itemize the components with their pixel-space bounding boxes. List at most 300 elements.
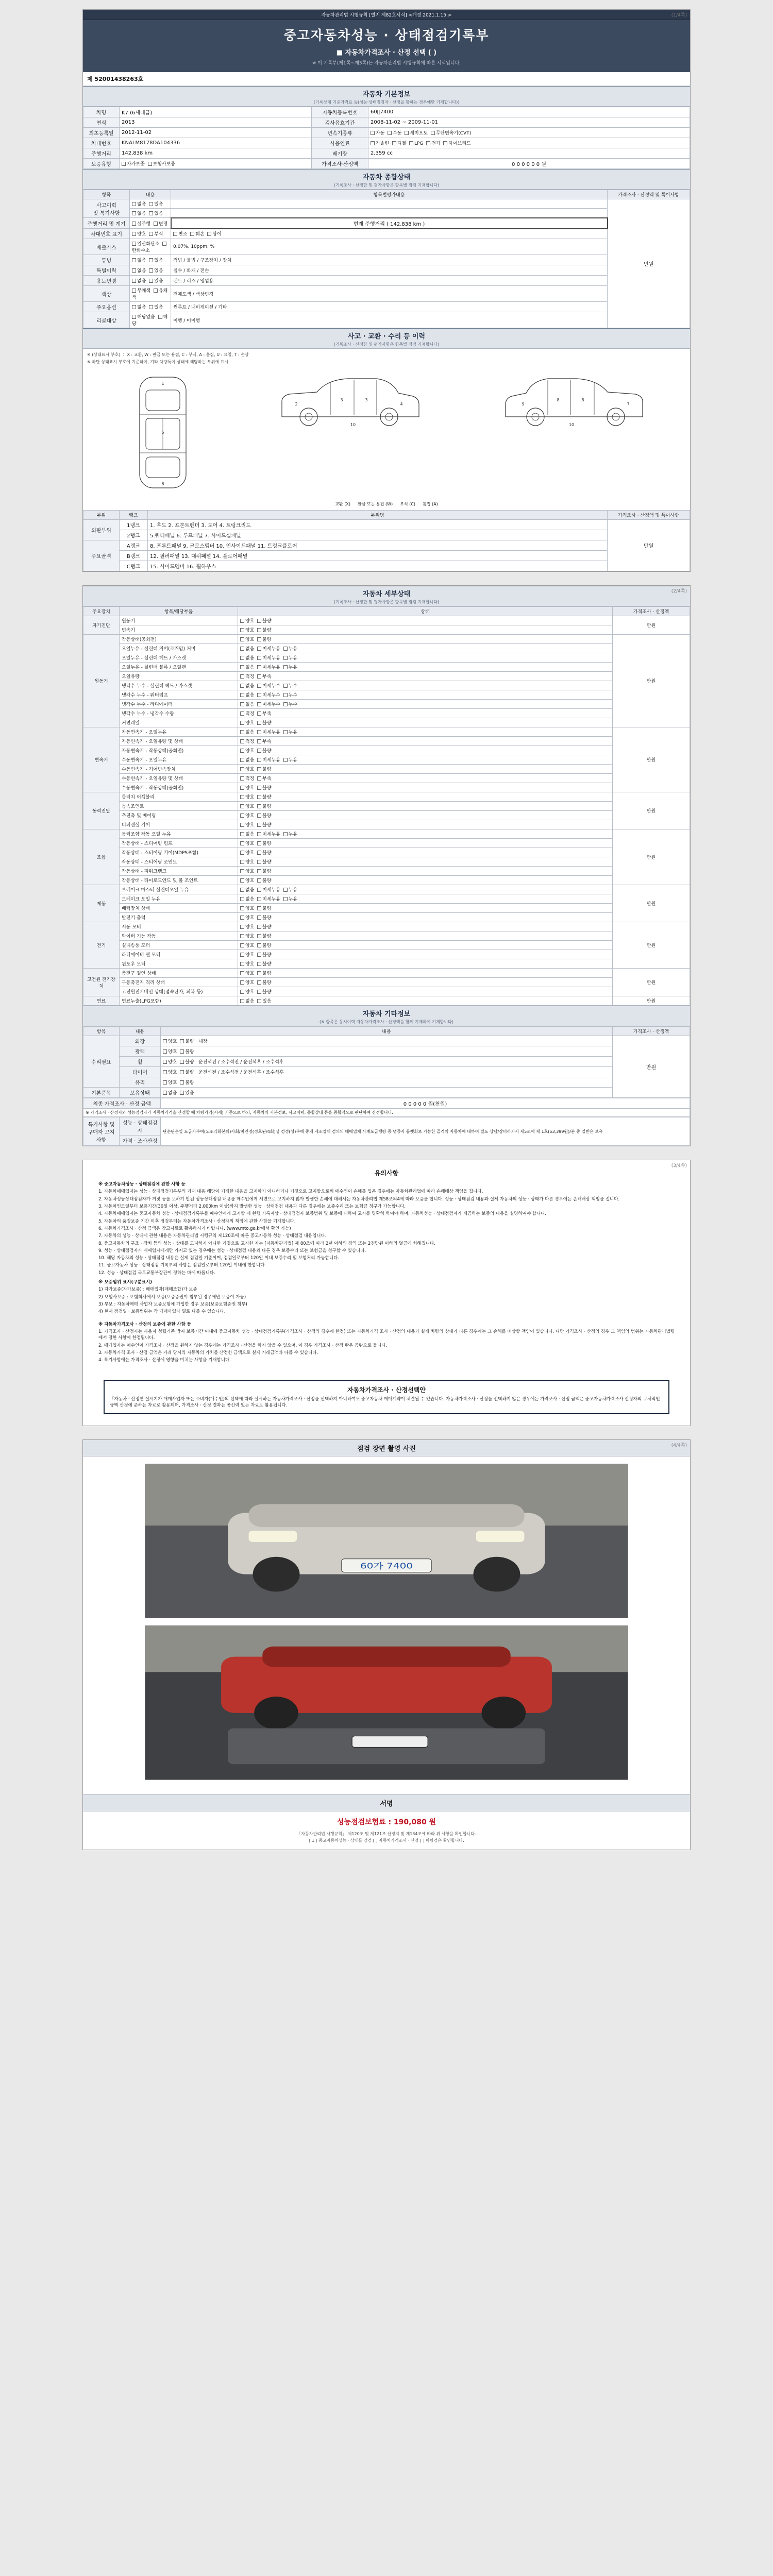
diagram-note-2: ※ 하단 상태표시 부호에 기준하여, 기타 차량특이 상태에 해당하는 부위에 표시 xyxy=(87,360,229,364)
detail-item-options[interactable] xyxy=(238,913,613,922)
checkbox-0[interactable] xyxy=(240,767,244,771)
detail-item-name: 추진축 및 베어링 xyxy=(120,811,238,820)
detail-item-options[interactable] xyxy=(238,709,613,718)
checkbox-none[interactable] xyxy=(132,279,136,283)
detail-item-options[interactable] xyxy=(238,727,613,737)
checkbox-1[interactable] xyxy=(257,878,261,883)
detail-item-options[interactable] xyxy=(238,755,613,765)
page-tag-4: (4/4쪽) xyxy=(671,1443,687,1448)
checkbox-2[interactable] xyxy=(283,758,288,762)
checkbox-label: 있음 xyxy=(185,1091,197,1096)
checkbox-2[interactable] xyxy=(283,665,288,669)
detail-group-3: 동력전달 xyxy=(83,792,120,829)
svg-text:6: 6 xyxy=(161,482,164,486)
checkbox-self-warranty[interactable] xyxy=(122,162,126,166)
table-row xyxy=(83,894,690,904)
detail-item-options[interactable] xyxy=(238,996,613,1006)
etc-item-name: 보유상태 xyxy=(120,1088,161,1098)
checkbox-1[interactable] xyxy=(257,637,261,641)
frame-col-part: 부위 xyxy=(83,511,120,520)
detail-item-options[interactable] xyxy=(238,839,613,848)
checkbox-1[interactable] xyxy=(257,739,261,743)
checkbox-0[interactable] xyxy=(240,804,244,808)
checkbox-1[interactable] xyxy=(257,990,261,994)
checkbox-1[interactable] xyxy=(257,999,261,1003)
overall-opt-1a[interactable]: 없음 있음 xyxy=(130,209,171,218)
checkbox-1[interactable] xyxy=(257,916,261,920)
checkbox-0[interactable] xyxy=(240,823,244,827)
transmission-options[interactable]: 자동 수동 세미오토 무단변속기(CVT) xyxy=(368,128,690,138)
checkbox-0[interactable] xyxy=(240,916,244,920)
legend-item-2: 부식 (C) xyxy=(400,502,415,506)
etc-item-options[interactable] xyxy=(161,1057,613,1067)
svg-text:9: 9 xyxy=(522,402,525,406)
table-row xyxy=(83,625,690,635)
frame-parts-table xyxy=(83,510,690,571)
checkbox-1[interactable] xyxy=(180,1080,184,1084)
table-row xyxy=(83,876,690,885)
detail-item-options[interactable] xyxy=(238,894,613,904)
detail-item-options[interactable] xyxy=(238,690,613,700)
checkbox-2[interactable] xyxy=(283,684,288,688)
checkbox-0[interactable] xyxy=(240,925,244,929)
checkbox-2[interactable] xyxy=(283,888,288,892)
checkbox-0[interactable] xyxy=(163,1049,167,1054)
checkbox-0[interactable] xyxy=(240,619,244,623)
checkbox-0[interactable] xyxy=(240,758,244,762)
overall-opt-10a[interactable]: 해당없음 해당 xyxy=(130,312,171,328)
checkbox-0[interactable] xyxy=(163,1080,167,1084)
checkbox-0[interactable] xyxy=(240,878,244,883)
checkbox-0[interactable] xyxy=(240,637,244,641)
warranty-options[interactable]: 자가보증 보험사보증 xyxy=(120,159,312,169)
checkbox-semiauto[interactable] xyxy=(405,131,409,135)
overall-opt-9a[interactable]: 없음 있음 xyxy=(130,302,171,312)
checkbox-label: 없음 xyxy=(245,999,258,1004)
checkbox-1[interactable] xyxy=(257,832,261,836)
checkbox-0[interactable] xyxy=(240,693,244,697)
checkbox-good[interactable] xyxy=(132,232,136,236)
detail-item-name: 작동상태 - 파워크랭크 xyxy=(120,867,238,876)
checkbox-applicable[interactable] xyxy=(158,315,162,319)
table-row xyxy=(83,941,690,950)
checkbox-1[interactable] xyxy=(180,1049,184,1054)
checkbox-0[interactable] xyxy=(240,897,244,901)
checkbox-achromatic[interactable] xyxy=(132,289,136,293)
overall-opt-8a[interactable]: 무채색 유채색 xyxy=(130,286,171,302)
checkbox-0[interactable] xyxy=(240,665,244,669)
checkbox-0[interactable] xyxy=(240,860,244,864)
basic-label-1: 연식 xyxy=(83,117,120,128)
checkbox-1[interactable] xyxy=(257,888,261,892)
detail-item-name: 냉각수 누수 - 냉각수 수량 xyxy=(120,709,238,718)
detail-item-options[interactable] xyxy=(238,959,613,969)
detail-item-options[interactable] xyxy=(238,765,613,774)
detail-group-8: 연료 xyxy=(83,996,120,1006)
checkbox-0[interactable] xyxy=(240,943,244,947)
checkbox-1[interactable] xyxy=(257,943,261,947)
checkbox-1[interactable] xyxy=(257,776,261,781)
checkbox-1[interactable] xyxy=(257,804,261,808)
final-price-label: 최종 가격조사 · 산정 금액 xyxy=(83,1098,161,1109)
checkbox-0[interactable] xyxy=(240,721,244,725)
checkbox-chromatic[interactable] xyxy=(154,289,158,293)
etc-item-options[interactable] xyxy=(161,1046,613,1057)
frame-group-exterior: 외판부위 xyxy=(83,520,120,540)
table-row xyxy=(83,520,690,530)
overall-note-5: 적법 / 불법 / 구조장치 / 장치 xyxy=(171,255,608,265)
checkbox-2[interactable] xyxy=(283,702,288,706)
checkbox-cvt[interactable] xyxy=(431,131,435,135)
page-2 xyxy=(82,585,691,1146)
table-row xyxy=(83,138,690,148)
notice-section xyxy=(83,1160,690,1373)
table-row xyxy=(83,199,690,209)
checkbox-1[interactable] xyxy=(257,786,261,790)
detail-item-options[interactable] xyxy=(238,811,613,820)
detail-item-options[interactable] xyxy=(238,625,613,635)
checkbox-0[interactable] xyxy=(240,647,244,651)
checkbox-label: 양호 xyxy=(168,1049,180,1055)
table-row xyxy=(83,755,690,765)
checkbox-none[interactable] xyxy=(132,268,136,273)
checkbox-different[interactable] xyxy=(207,232,211,236)
checkbox-diesel[interactable] xyxy=(392,141,396,145)
overall-label-emission: 배출가스 xyxy=(83,239,130,255)
notice-item-9: 10. 해당 자동차의 성능 · 상태점검 내용은 실제 점검일 기준이며, 점검일로부터 120일 이내 보증수리 및 보험처리 가능합니다. xyxy=(98,1256,339,1261)
inspection-photo-underbody[interactable] xyxy=(145,1625,628,1780)
checkbox-1[interactable] xyxy=(257,925,261,929)
overall-label-color: 색상 xyxy=(83,286,130,302)
detail-item-options[interactable] xyxy=(238,774,613,783)
checkbox-label: 없음 xyxy=(245,684,258,689)
overall-label-accident: 사고이력 및 특기사항 xyxy=(83,199,130,218)
checkbox-yes[interactable] xyxy=(149,268,153,273)
checkbox-hybrid[interactable] xyxy=(443,141,447,145)
checkbox-0[interactable] xyxy=(240,953,244,957)
frame-rank-2: A랭크 xyxy=(120,540,148,551)
fuel-options[interactable]: 가솔린 디젤 LPG 전기 하이브리드 xyxy=(368,138,690,148)
checkbox-0[interactable] xyxy=(163,1060,167,1064)
overall-opt-3a[interactable]: 양호 부식 xyxy=(130,229,171,239)
checkbox-label: 없음 xyxy=(245,888,258,893)
basic-label2-4: 배기량 xyxy=(312,148,368,159)
checkbox-0[interactable] xyxy=(240,628,244,632)
checkbox-0[interactable] xyxy=(240,749,244,753)
detail-item-options[interactable] xyxy=(238,644,613,653)
frame-rank-1: 2랭크 xyxy=(120,530,148,540)
checkbox-electric[interactable] xyxy=(426,141,430,145)
table-row xyxy=(83,867,690,876)
checkbox-0[interactable] xyxy=(163,1039,167,1043)
checkbox-0[interactable] xyxy=(240,702,244,706)
checkbox-0[interactable] xyxy=(240,869,244,873)
section-detail xyxy=(83,586,690,606)
checkbox-na[interactable] xyxy=(132,315,136,319)
detail-item-options[interactable] xyxy=(238,969,613,978)
checkbox-label: 불량 xyxy=(262,749,275,754)
etc-item-options[interactable] xyxy=(161,1036,613,1046)
checkbox-1[interactable] xyxy=(257,795,261,799)
checkbox-1[interactable] xyxy=(257,665,261,669)
checkbox-0[interactable] xyxy=(240,795,244,799)
frame-rank-0: 1랭크 xyxy=(120,520,148,530)
checkbox-0[interactable] xyxy=(240,776,244,781)
checkbox-1[interactable] xyxy=(257,693,261,697)
table-header-row xyxy=(83,190,690,199)
checkbox-1[interactable] xyxy=(257,906,261,910)
etc-table xyxy=(83,1026,690,1098)
checkbox-1[interactable] xyxy=(257,897,261,901)
overall-opt-2a[interactable]: 실주행 변경 xyxy=(130,218,171,229)
checkbox-2[interactable] xyxy=(283,647,288,651)
checkbox-1[interactable] xyxy=(257,647,261,651)
detail-item-options[interactable] xyxy=(238,876,613,885)
checkbox-manual[interactable] xyxy=(388,131,392,135)
checkbox-none[interactable] xyxy=(132,211,136,215)
detail-item-name: 동력조향 작동 오일 누유 xyxy=(120,829,238,839)
etc-item-options[interactable] xyxy=(161,1088,613,1098)
checkbox-1[interactable] xyxy=(257,767,261,771)
checkbox-1[interactable] xyxy=(180,1060,184,1064)
checkbox-1[interactable] xyxy=(257,841,261,845)
notice-item-0: 1. 자동차매매업자는 성능 · 상태점검기록부의 기재 내용 해당이 기재한 내용을 고지하기 아니하거나 거짓으로 고지할으로써 매수인이 손해를 입은 경우에는 자동차관리법에 따라 손해배상 책임을 집니다. xyxy=(98,1189,483,1195)
table-row xyxy=(83,839,690,848)
detail-item-options[interactable] xyxy=(238,635,613,644)
checkbox-1[interactable] xyxy=(257,980,261,985)
checkbox-0[interactable] xyxy=(240,962,244,966)
etc-item-name: 광택 xyxy=(120,1046,161,1057)
detail-item-name: 자동변속기 - 오일유량 및 상태 xyxy=(120,737,238,746)
checkbox-0[interactable] xyxy=(163,1091,167,1095)
checkbox-1[interactable] xyxy=(257,702,261,706)
checkbox-1[interactable] xyxy=(257,758,261,762)
basic-value-1: 2013 xyxy=(120,117,312,128)
checkbox-yes[interactable] xyxy=(149,211,153,215)
etc-item-options[interactable] xyxy=(161,1077,613,1088)
table-row xyxy=(83,239,690,255)
checkbox-altered[interactable] xyxy=(173,232,177,236)
checkbox-2[interactable] xyxy=(283,730,288,734)
checkbox-label: 양호 xyxy=(245,619,258,624)
checkbox-1[interactable] xyxy=(257,934,261,938)
detail-item-options[interactable] xyxy=(238,857,613,867)
checkbox-1[interactable] xyxy=(180,1091,184,1095)
checkbox-bad[interactable] xyxy=(149,232,153,236)
overall-opt-4a[interactable]: 일산화탄소 탄화수소 xyxy=(130,239,171,255)
checkbox-0[interactable] xyxy=(240,888,244,892)
table-row xyxy=(83,857,690,867)
checkbox-actual[interactable] xyxy=(132,222,136,226)
detail-item-options[interactable] xyxy=(238,820,613,829)
checkbox-1[interactable] xyxy=(257,730,261,734)
checkbox-yes[interactable] xyxy=(149,305,153,309)
checkbox-label: 양호 xyxy=(245,971,258,976)
detail-item-options[interactable] xyxy=(238,783,613,792)
checkbox-1[interactable] xyxy=(180,1070,184,1074)
overall-opt-6a[interactable]: 없음 있음 xyxy=(130,265,171,276)
detail-item-options[interactable] xyxy=(238,672,613,681)
page-tag-1: (1/4쪽) xyxy=(671,13,687,18)
notice-subnote: ※ 보증범위 표시(구분표시) xyxy=(98,1280,153,1285)
section-detail-sub: (기록조사 · 산정한 및 평가사항은 항목별 점검 기재합니다) xyxy=(333,600,440,604)
etc-item-options[interactable] xyxy=(161,1067,613,1077)
checkbox-1[interactable] xyxy=(257,971,261,975)
checkbox-label: 양호 xyxy=(245,637,258,642)
detail-item-options[interactable] xyxy=(238,681,613,690)
checkbox-none[interactable] xyxy=(132,305,136,309)
checkbox-1[interactable] xyxy=(257,823,261,827)
section-overall xyxy=(83,169,690,190)
checkbox-yes[interactable] xyxy=(149,258,153,262)
detail-item-name: 발전기 출력 xyxy=(120,913,238,922)
checkbox-0[interactable] xyxy=(163,1070,167,1074)
checkbox-0[interactable] xyxy=(240,841,244,845)
checkbox-1[interactable] xyxy=(257,962,261,966)
checkbox-0[interactable] xyxy=(240,851,244,855)
checkbox-1[interactable] xyxy=(257,684,261,688)
checkbox-1[interactable] xyxy=(257,860,261,864)
checkbox-label: 불량 xyxy=(262,906,275,911)
checkbox-1[interactable] xyxy=(257,953,261,957)
checkbox-2[interactable] xyxy=(283,832,288,836)
checkbox-yes[interactable] xyxy=(149,279,153,283)
checkbox-1[interactable] xyxy=(257,869,261,873)
document-title-block xyxy=(83,20,690,72)
detail-item-options[interactable] xyxy=(238,802,613,811)
overall-opt-5a[interactable]: 없음 있음 xyxy=(130,255,171,265)
detail-item-name: 등속조인트 xyxy=(120,802,238,811)
checkbox-lpg[interactable] xyxy=(409,141,413,145)
checkbox-label: 양호 xyxy=(245,925,258,930)
checkbox-0[interactable] xyxy=(240,832,244,836)
checkbox-1[interactable] xyxy=(257,628,261,632)
checkbox-0[interactable] xyxy=(240,999,244,1003)
checkbox-0[interactable] xyxy=(240,906,244,910)
checkbox-0[interactable] xyxy=(240,980,244,985)
checkbox-1[interactable] xyxy=(257,674,261,679)
etc-table-body xyxy=(83,1036,690,1098)
inspection-photo-front[interactable] xyxy=(145,1464,628,1618)
detail-item-name: 원동기 xyxy=(120,616,238,625)
svg-text:8: 8 xyxy=(581,398,584,402)
checkbox-label: 양호 xyxy=(245,860,258,865)
document-title: 중고자동차성능 · 상태점검기록부 xyxy=(283,28,490,43)
detail-group-price: 만원 xyxy=(613,635,690,727)
detail-item-options[interactable] xyxy=(238,904,613,913)
checkbox-damaged[interactable] xyxy=(190,232,194,236)
checkbox-label: 불량 xyxy=(262,786,275,791)
checkbox-0[interactable] xyxy=(240,786,244,790)
overall-col-0: 항목 xyxy=(83,190,130,199)
guarantee-table xyxy=(83,1117,690,1146)
checkbox-0[interactable] xyxy=(240,674,244,679)
checkbox-1[interactable] xyxy=(257,711,261,716)
etc-item-detail: 내장 xyxy=(197,1039,208,1044)
detail-item-options[interactable] xyxy=(238,987,613,996)
detail-item-options[interactable] xyxy=(238,950,613,959)
detail-item-options[interactable] xyxy=(238,941,613,950)
detail-item-options[interactable] xyxy=(238,867,613,876)
detail-item-options[interactable] xyxy=(238,978,613,987)
checkbox-2[interactable] xyxy=(283,693,288,697)
detail-item-name: 수동변속기 - 오일유량 및 상태 xyxy=(120,774,238,783)
checkbox-1[interactable] xyxy=(257,851,261,855)
detail-item-name: 오일누유 - 실린더 헤드 / 가스켓 xyxy=(120,653,238,663)
detail-item-options[interactable] xyxy=(238,616,613,625)
checkbox-0[interactable] xyxy=(240,934,244,938)
checkbox-1[interactable] xyxy=(180,1039,184,1043)
checkbox-0[interactable] xyxy=(240,814,244,818)
basic-value2-1: 2008-11-02 ~ 2009-11-01 xyxy=(368,117,690,128)
checkbox-label: 누유 xyxy=(288,665,300,670)
detail-item-options[interactable] xyxy=(238,718,613,727)
detail-item-options[interactable] xyxy=(238,653,613,663)
overall-col-1: 내용 xyxy=(130,190,171,199)
checkbox-1[interactable] xyxy=(257,749,261,753)
checkbox-label: 없음 xyxy=(245,730,258,735)
notice-item-2: 3. 자동차인도일부터 보증기간(30일 이상, 주행거리 2,000km 이상)까지 발생한 성능 · 상태점검 내용과 다른 경우에는 보증수리 또는 보험금 청구가 가능합니다. xyxy=(98,1204,406,1209)
checkbox-0[interactable] xyxy=(240,739,244,743)
checkbox-1[interactable] xyxy=(257,619,261,623)
notice-item-10: 11. 중고자동차 성능 · 상태점검 기록부의 사항은 점검일로부터 120일 이내에 한합니다. xyxy=(98,1263,266,1268)
detail-item-options[interactable] xyxy=(238,746,613,755)
section-accident-sub: (기록조사 · 산정한 및 평가사항은 항목별 점검 기재합니다) xyxy=(333,342,440,347)
checkbox-changed[interactable] xyxy=(154,222,158,226)
detail-item-options[interactable] xyxy=(238,931,613,941)
table-row xyxy=(83,709,690,718)
overall-opt-7a[interactable]: 없음 있음 xyxy=(130,276,171,286)
checkbox-none[interactable] xyxy=(132,202,136,206)
checkbox-1[interactable] xyxy=(257,656,261,660)
notice-head-2: ※ 자동차가격조사 · 산정의 보증에 관한 사항 등 xyxy=(98,1321,192,1327)
checkbox-label: 적정 xyxy=(245,739,258,744)
checkbox-yes[interactable] xyxy=(149,202,153,206)
detail-item-options[interactable] xyxy=(238,885,613,894)
overall-note-3[interactable]: 변조 훼손 상이 xyxy=(171,229,608,239)
detail-item-options[interactable] xyxy=(238,829,613,839)
checkbox-0[interactable] xyxy=(240,730,244,734)
checkbox-0[interactable] xyxy=(240,711,244,716)
checkbox-1[interactable] xyxy=(257,721,261,725)
detail-item-options[interactable] xyxy=(238,737,613,746)
checkbox-0[interactable] xyxy=(240,684,244,688)
checkbox-label: 누유 xyxy=(288,758,300,763)
checkbox-hc[interactable] xyxy=(162,242,166,246)
overall-opt-0a[interactable]: 없음 있음 xyxy=(130,199,171,209)
checkbox-2[interactable] xyxy=(283,897,288,901)
checkbox-2[interactable] xyxy=(283,656,288,660)
detail-item-options[interactable] xyxy=(238,700,613,709)
detail-group-0: 자기진단 xyxy=(83,616,120,635)
detail-item-options[interactable] xyxy=(238,792,613,802)
checkbox-label: 불량 xyxy=(262,878,275,884)
overall-mileage-value: 현재 주행거리 ( 142,838 km ) xyxy=(171,218,608,229)
checkbox-1[interactable] xyxy=(257,814,261,818)
checkbox-insurer-warranty[interactable] xyxy=(148,162,152,166)
detail-item-options[interactable] xyxy=(238,663,613,672)
checkbox-0[interactable] xyxy=(240,990,244,994)
checkbox-0[interactable] xyxy=(240,656,244,660)
checkbox-none[interactable] xyxy=(132,258,136,262)
overall-label-usechange: 용도변경 xyxy=(83,276,130,286)
checkbox-co[interactable] xyxy=(132,242,136,246)
detail-item-options[interactable] xyxy=(238,848,613,857)
checkbox-auto[interactable] xyxy=(371,131,375,135)
checkbox-gasoline[interactable] xyxy=(371,141,375,145)
checkbox-0[interactable] xyxy=(240,971,244,975)
detail-item-options[interactable] xyxy=(238,922,613,931)
